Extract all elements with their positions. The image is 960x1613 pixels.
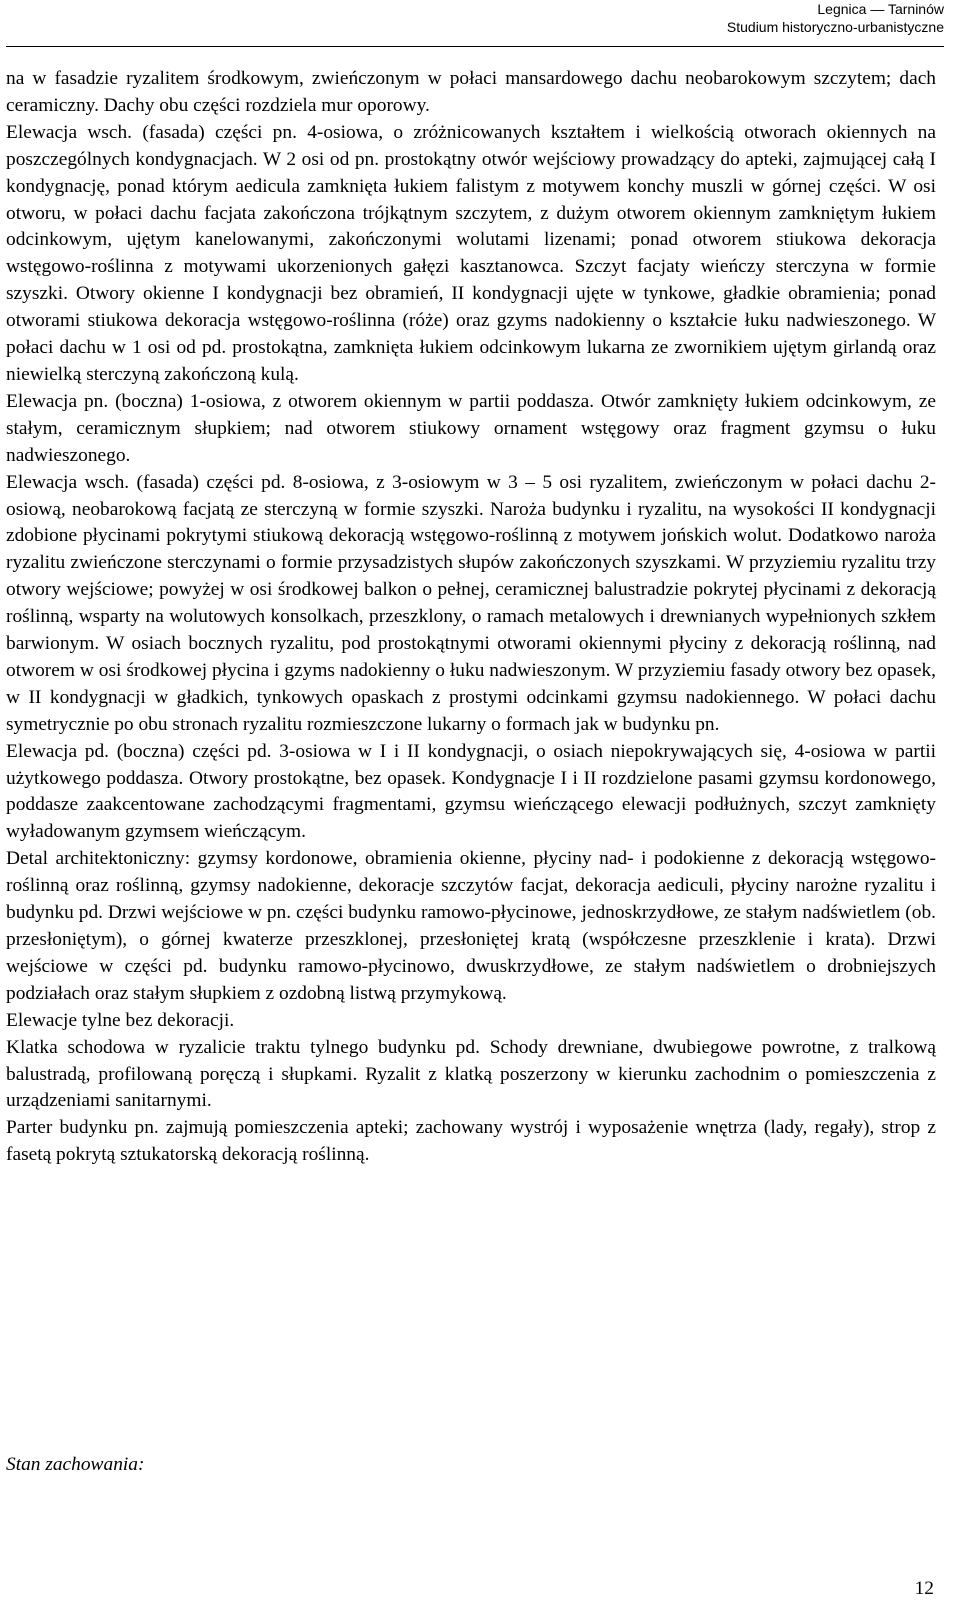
paragraph-ground-floor: Parter budynku pn. zajmują pomieszczenia apteki; zachowany wystrój i wyposażenie wnętrza (lady, regały), strop z fasetą pokrytą sztukatorską dekoracją roślinną. bbox=[6, 1117, 936, 1166]
header-subtitle: Studium historyczno-urbanistyczne bbox=[726, 19, 944, 35]
paragraph-east-north: Elewacja wsch. (fasada) części pn. 4-osiowa, o zróżnicowanych kształtem i wielkością otworach okiennych na poszczególnych kondygnacjach. W 2 osi od pn. prostokątny otwór wejściowy prowadzący do apteki, zajmującej całą I kondygnację, ponad którym aedicula zamknięta łukiem falistym z motywem konchy muszli w górnej części. W osi otworu, w połaci dachu facjata zakończona trójkątnym szczytem, z dużym otworem okiennym zamkniętym łukiem odcinkowym, ujętym kanelowanymi, zakończonymi wolutami lizenami; ponad otworem stiukowa dekoracja wstęgowo-roślinna z motywami ukorzenionych gałęzi kasztanowca. Szczyt facjaty wieńczy sterczyna w formie szyszki. Otwory okienne I kondygnacji bez obramień, II kondygnacji ujęte w tynkowe, gładkie obramienia; ponad otworami stiukowa dekoracja wstęgowo-roślinna (róże) oraz gzyms nadokienny o kształcie łuku nadwieszonego. W połaci dachu w 1 osi od pd. prostokątna, zamknięta łukiem odcinkowym lukarna ze zwornikiem ujętym girlandą oraz niewielką sterczyną zakończoną kulą. bbox=[6, 121, 936, 385]
paragraph-rear: Elewacje tylne bez dekoracji. bbox=[6, 1009, 235, 1031]
paragraph-south: Elewacja pd. (boczna) części pd. 3-osiowa w I i II kondygnacji, o osiach niepokrywających się, 4-osiowa w partii użytkowego poddasza. Otwory prostokątne, bez opasek. Kondygnacje I i II rozdzielone pasami gzymsu kordonowego, poddasze zaakcentowane zachodzącymi fragmentami, gzymsu wieńczącego elewacji podłużnych, szczyt zamknięty wyładowanym gzymsem wieńczącym. bbox=[6, 740, 936, 843]
header-title: Legnica — Tarninów bbox=[817, 1, 944, 17]
section-heading: Stan zachowania: bbox=[6, 1454, 145, 1475]
paragraph-intro: na w fasadzie ryzalitem środkowym, zwieńczonym w połaci mansardowego dachu neobarokowym szczytem; dach ceramiczny. Dachy obu części rozdziela mur oporowy. bbox=[6, 68, 936, 116]
paragraph-north: Elewacja pn. (boczna) 1-osiowa, z otworem okiennym w partii poddasza. Otwór zamknięty łukiem odcinkowym, ze stałym, ceramicznym słupkiem; nad otworem stiukowy ornament wstęgowy oraz fragment gzymsu o łuku nadwieszonego. bbox=[6, 390, 936, 466]
page-number: 12 bbox=[914, 1578, 934, 1599]
paragraph-detail: Detal architektoniczny: gzymsy kordonowe, obramienia okienne, płyciny nad- i podokienne z dekoracją wstęgowo-roślinną oraz roślinną, gzymsy nadokienne, dekoracje szczytów facjat, dekoracja aediculi, płyciny narożne ryzalitu i budynku pd. Drzwi wejściowe w pn. części budynku ramowo-płycinowe, jednoskrzydłowe, ze stałym nadświetlem (ob. przesłoniętym), o górnej kwaterze przeszklonej, przesłoniętej kratą (współczesne przeszklenie i krata). Drzwi wejściowe w części pd. budynku ramowo-płycinowo, dwuskrzydłowe, ze stałym nadświetlem o drobniejszych podziałach oraz stałym słupkiem z ozdobną listwą przymykową. bbox=[6, 848, 936, 1004]
document-body bbox=[6, 66, 936, 1169]
header-rule bbox=[6, 46, 944, 47]
paragraph-staircase: Klatka schodowa w ryzalicie traktu tylnego budynku pd. Schody drewniane, dwubiegowe powrotne, z tralkową balustradą, profilowaną poręczą i słupkami. Ryzalit z klatką poszerzony w kierunku zachodnim o pomieszczenia z urządzeniami sanitarnymi. bbox=[6, 1036, 936, 1112]
page-header bbox=[727, 0, 944, 36]
paragraph-east-south: Elewacja wsch. (fasada) części pd. 8-osiowa, z 3-osiowym w 3 – 5 osi ryzalitem, zwieńczonym w połaci dachu 2-osiową, neobarokową facjatą ze sterczyną w formie szyszki. Naroża budynku i ryzalitu, na wysokości II kondygnacji zdobione płycinami pokrytymi stiukową dekoracją wstęgowo-roślinną z motywem jońskich wolut. Dodatkowo naroża ryzalitu zwieńczone sterczynami o formie przysadzistych słupów zakończonych szyszkami. W przyziemiu ryzalitu trzy otwory wejściowe; powyżej w osi środkowej balkon o pełnej, ceramicznej balustradzie pokrytej płycinami z dekoracją roślinną, wsparty na wolutowych konsolkach, przeszklony, o ramach metalowych i drewnianych wypełnionych szkłem barwionym. W osiach bocznych ryzalitu, pod prostokątnymi otworami okiennymi płyciny z dekoracją roślinną, nad otworem w osi środkowej płycina i gzyms nadokienny o łuku nadwieszonym. W przyziemiu fasady otwory bez opasek, w II kondygnacji w gładkich, tynkowych opaskach z prostymi odcinkami gzymsu nadokiennego. W połaci dachu symetrycznie po obu stronach ryzalitu rozmieszczone lukarny o formach jak w budynku pn. bbox=[6, 471, 936, 735]
